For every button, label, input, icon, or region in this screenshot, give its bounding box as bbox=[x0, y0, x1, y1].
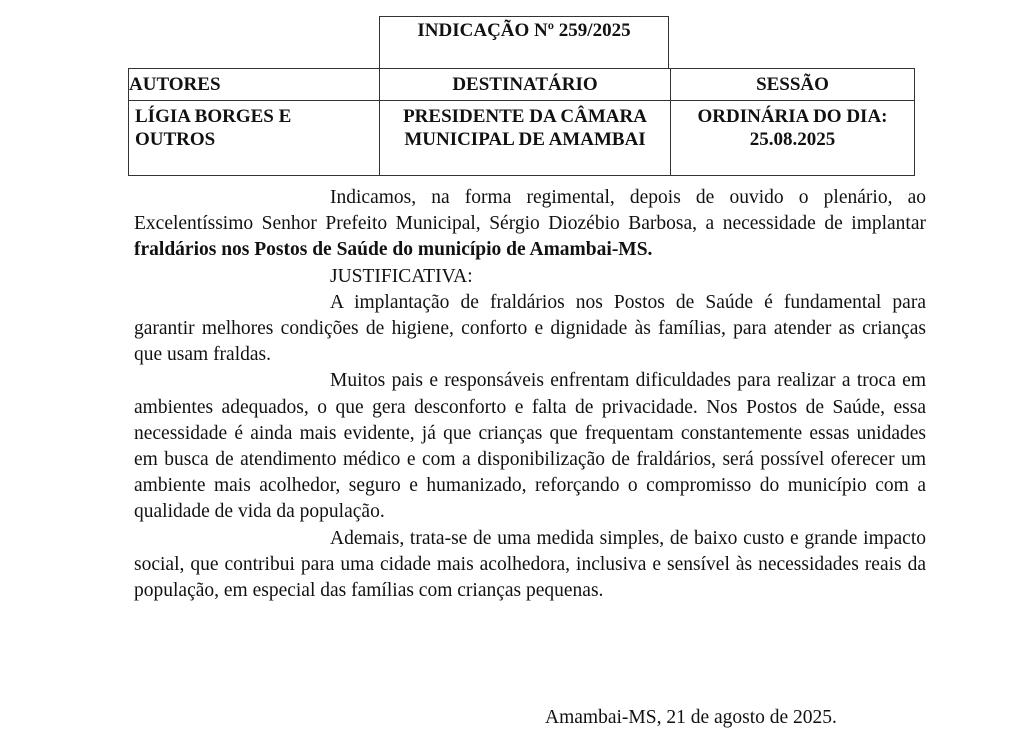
date-line: Amambai-MS, 21 de agosto de 2025. bbox=[545, 707, 837, 728]
intro-text: Indicamos, na forma regimental, depois de ouvido o plenário, ao Excelentíssimo Senhor Prefeito Municipal, Sérgio Diozébio Barbosa, a necessidade de implantar bbox=[134, 187, 926, 235]
intro-paragraph bbox=[134, 185, 926, 264]
column-authors: AUTORES bbox=[129, 69, 380, 101]
header-table-row bbox=[129, 101, 915, 176]
justification-paragraph-3: Ademais, trata-se de uma medida simples, de baixo custo e grande impacto social, que contribui para uma cidade mais acolhedora, inclusiva e sensível às necessidades reais da população, em especial das famílias com crianças pequenas. bbox=[134, 527, 926, 602]
recipient-value: PRESIDENTE DA CÂMARA MUNICIPAL DE AMAMBAI bbox=[380, 101, 671, 176]
intro-bold-text: fraldários nos Postos de Saúde do município de Amambai-MS. bbox=[134, 239, 653, 261]
column-recipient: DESTINATÁRIO bbox=[380, 69, 671, 101]
header-table-head-row bbox=[129, 69, 915, 101]
document-body bbox=[134, 185, 926, 604]
document-title: INDICAÇÃO Nº 259/2025 bbox=[379, 16, 669, 68]
justification-paragraph-1: A implantação de fraldários nos Postos de Saúde é fundamental para garantir melhores condições de higiene, conforto e dignidade às famílias, para atender as crianças que usam fraldas. bbox=[134, 291, 926, 366]
justification-paragraph-2: Muitos pais e responsáveis enfrentam dificuldades para realizar a troca em ambientes adequados, o que gera desconforto e falta de privacidade. Nos Postos de Saúde, essa necessidade é ainda mais evidente, já que crianças que frequentam constantemente essas unidades em busca de atendimento médico e com a disponibilização de fraldários, será possível oferecer um ambiente mais acolhedor, seguro e humanizado, reforçando o compromisso do município com a qualidade de vida da população. bbox=[134, 370, 926, 523]
session-value: ORDINÁRIA DO DIA: 25.08.2025 bbox=[671, 101, 915, 176]
authors-value: LÍGIA BORGES E OUTROS bbox=[129, 101, 380, 176]
header-table bbox=[128, 68, 915, 176]
justification-heading: JUSTIFICATIVA: bbox=[330, 265, 473, 287]
column-session: SESSÃO bbox=[671, 69, 915, 101]
